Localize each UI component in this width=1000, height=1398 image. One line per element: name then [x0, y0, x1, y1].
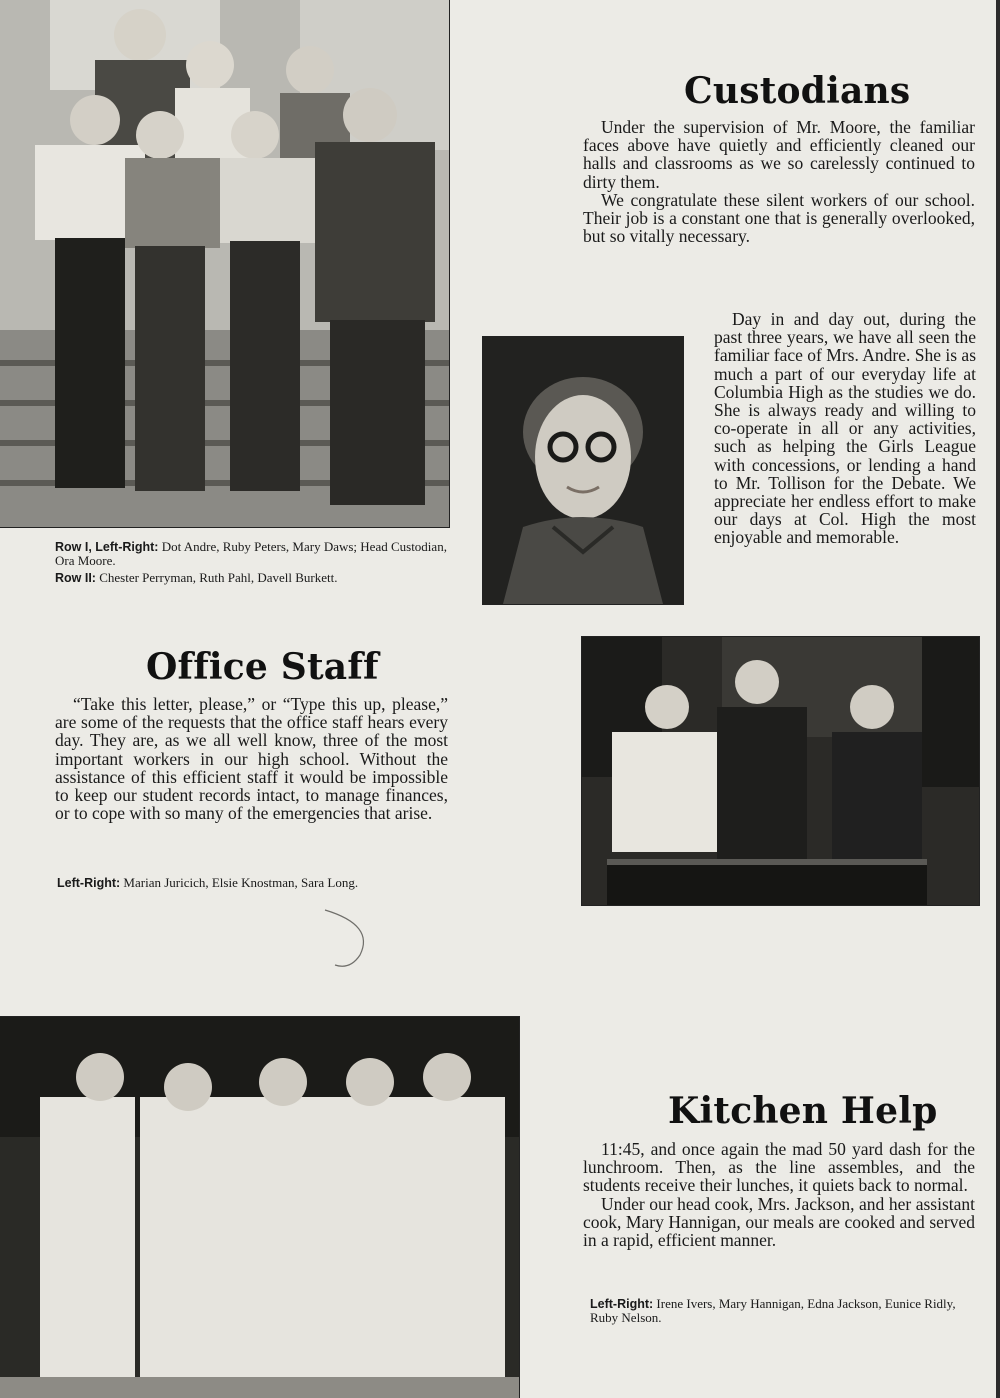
kitchen-caption-label: Left-Right: — [590, 1297, 654, 1311]
custodians-text — [583, 118, 975, 245]
page-edge — [996, 0, 1000, 1398]
caption-row2-text: Chester Perryman, Ruth Pahl, Davell Burkett. — [99, 570, 338, 585]
andre-paragraph: Day in and day out, during the past three years, we have all seen the familiar face of Mrs. Andre. She is as much a part of our everyday life at Columbia High as the studies we do. She is always ready and willing to co-operate in all or any activities, such as helping the Girls League with concessions, or lending a hand to Mr. Tollison for the Debate. We appreciate her endless effort to make our days at Col. High the most enjoyable and memorable. — [714, 309, 976, 548]
group-photo-icon — [0, 1017, 519, 1398]
office-staff-caption — [57, 876, 449, 890]
kitchen-help-photo — [0, 1017, 519, 1398]
custodians-photo — [0, 0, 449, 527]
group-photo-icon — [582, 637, 979, 905]
kitchen-help-heading: Kitchen Help — [668, 1090, 938, 1132]
caption-row2-label: Row II: — [55, 571, 96, 585]
kitchen-caption-text: Irene Ivers, Mary Hannigan, Edna Jackson, Eunice Ridly, Ruby Nelson. — [590, 1296, 956, 1325]
andre-portrait-photo — [483, 337, 683, 604]
portrait-photo-icon — [483, 337, 683, 604]
custodians-caption — [55, 540, 447, 585]
office-staff-paragraph: “Take this letter, please,” or “Type this up, please,” are some of the requests that the office staff hears every day. They are, as we all well know, three of the most important workers in our high school. Without the assistance of this efficient staff it would be impossible to keep our student records intact, to manage finances, or to cope with so many of the emergencies that arise. — [55, 694, 448, 824]
custodians-paragraph-2: We congratulate these silent workers of our school. Their job is a constant one that is generally overlooked, but so vitally necessary. — [583, 189, 975, 247]
group-photo-icon — [0, 0, 449, 527]
andre-text — [714, 310, 976, 547]
caption-row1-text: Dot Andre, Ruby Peters, Mary Daws; Head Custodian, Ora Moore. — [55, 539, 447, 568]
kitchen-help-paragraph-2: Under our head cook, Mrs. Jackson, and her assistant cook, Mary Hannigan, our meals are cooked and served in a rapid, efficient manner. — [583, 1193, 975, 1251]
pencil-mark-icon — [315, 905, 375, 975]
office-staff-text — [55, 695, 448, 822]
custodians-paragraph-1: Under the supervision of Mr. Moore, the familiar faces above have quietly and efficiently cleaned our halls and classrooms as we so carelessly continued to dirty them. — [583, 117, 975, 192]
kitchen-help-paragraph-1: 11:45, and once again the mad 50 yard dash for the lunchroom. Then, as the line assembles, and the students receive their lunches, it quiets back to normal. — [583, 1139, 975, 1196]
office-caption-label: Left-Right: — [57, 876, 121, 890]
office-staff-photo — [582, 637, 979, 905]
office-staff-heading: Office Staff — [146, 646, 379, 688]
custodians-heading: Custodians — [684, 70, 911, 112]
kitchen-help-text — [583, 1140, 975, 1249]
kitchen-help-caption — [590, 1297, 975, 1325]
office-caption-text: Marian Juricich, Elsie Knostman, Sara Long. — [123, 875, 359, 890]
caption-row1-label: Row I, Left-Right: — [55, 540, 159, 554]
